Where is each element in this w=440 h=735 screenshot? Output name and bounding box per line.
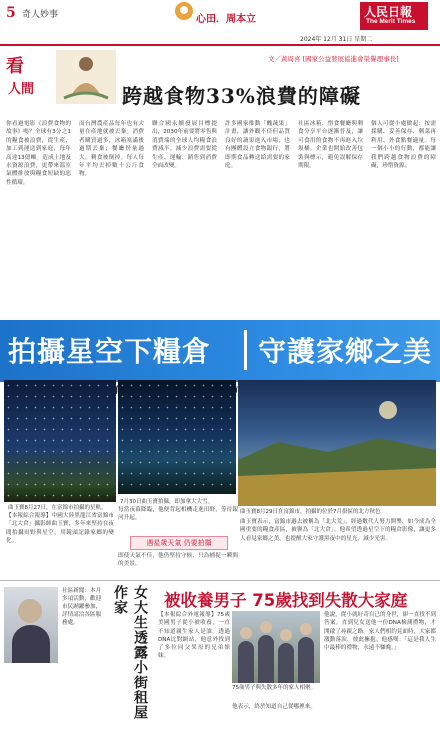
photo-autumn-field	[238, 380, 436, 506]
photo-aurora	[118, 380, 236, 494]
masthead-cn: 人民日報	[364, 5, 413, 19]
stars-texture	[4, 380, 116, 502]
banner-divider	[244, 330, 247, 370]
column-badge-char: 看	[6, 56, 24, 77]
banner-title-right: 守護家鄉之美	[258, 335, 433, 368]
banner-title-left: 拍攝星空下糧倉	[8, 335, 212, 368]
page-number: 5	[6, 5, 16, 21]
person-figure	[258, 635, 274, 683]
vertical-kicker: 女大生透露小街租屋作家	[112, 585, 148, 720]
stars-texture	[118, 380, 236, 494]
person-head	[300, 623, 312, 635]
photo-caption: 曲玉寶8月29日在富錦市，拍攝的位於7月掛區的北方秋色。	[240, 509, 386, 515]
person-figure	[278, 643, 294, 683]
byline: 文／黃周喜 [國家公益發展協進會榮譽理事長]	[268, 55, 399, 63]
family-photo	[232, 611, 320, 683]
body-column: 每當夜幕降臨，他便背起相機走進田野，等待銀河升起。	[118, 507, 238, 522]
section-name: 奇人妙事	[22, 10, 59, 20]
body-column: 他表示，終於知道自己從哪裡來。	[232, 704, 316, 710]
body-column: 社區冰箱、惜食餐廳與剩食分享平台逐漸普及，讓可食用的食物不再進入垃圾桶。企業也開始改善包裝與標示，避免誤解保存期限。	[298, 121, 363, 170]
person-figure	[298, 637, 314, 683]
field-illustration	[238, 380, 436, 506]
edition-name: 心田．周本立	[196, 14, 256, 25]
bottom-article	[0, 580, 440, 735]
body-column: 即使天氣不佳，他仍堅持守候，只為捕捉一瞬間的美景。	[118, 553, 238, 568]
page-header	[0, 0, 440, 46]
person-head	[240, 627, 252, 639]
lotus-icon	[175, 2, 193, 20]
column-badge	[6, 52, 50, 104]
person-head	[280, 629, 292, 641]
side-column: 社區新聞：本月多項活動，歡迎市民踴躍參加，詳情請洽各區服務處。	[62, 588, 102, 626]
photo-caption: 7月30日曲玉寶拍攝，即加拿大大雪。	[120, 499, 213, 505]
issue-date: 2024年 12月 31日 星期二	[300, 36, 373, 43]
top-headline: 跨越食物33%浪費的障礙	[122, 84, 361, 108]
body-column: 你看過電影《浪費食物的故事》嗎？全球有3分之1的糧食被浪費，從生產、加工到運送到家庭，每年高達13億噸。造成土地及水資源浪費，更帶來溫室氣體排放與糧食短缺的惡性循環。	[6, 121, 71, 186]
column-badge-text: 人間	[8, 82, 35, 97]
body-column: 他說，從小就好奇自己的身世，卻一直找不到答案。直到兒女送他一份DNA檢測禮物，才開啟了尋親之路。家人們相約見面時，大家都激動落淚，彼此擁抱。他感嘆：「這是我人生中最棒的禮物，永遠不嫌晚。」	[324, 612, 436, 652]
portrait-photo	[4, 587, 58, 663]
body-column: 而台灣農產品每年也有大量在產地就被丟棄。消費者購買過多，冰箱塞滿後過期丟棄；餐廳份量過大，剩食被倒掉。每人每年平均丟掉數十公斤食物。	[79, 121, 144, 178]
photo-star-trails	[4, 380, 116, 502]
photo-caption: 75歲男子與失散多年的家人相聚。	[232, 685, 316, 691]
body-column: 曲玉寶表示，富錦市過去被稱為「北大荒」，經過數代人努力開墾，如今成為全國重要的糧食產區，被譽為「北大倉」。他希望透過星空下的糧倉影像，讓更多人看見家鄉之美，也提醒大家守護黑夜中的星光，減少光害。	[240, 519, 436, 542]
body-column: 聯合國永續發展目標提出，2030年前要將零售與消費端的全球人均糧食浪費減半。減少浪費需要從生產、運輸、銷售到消費全面改變。	[152, 121, 217, 170]
body-column: 【本報綜合報導】中國大陸黑龍江省富錦市「北大倉」攝影師曲玉寶，多年來堅持在夜間拍攝田野與星空，用鏡頭記錄家鄉的變化。	[6, 513, 114, 544]
masthead-logo	[360, 2, 428, 30]
body-column: 個人可從小處做起：按需採購、妥善保存、剩菜再利用、外食點餐適量。每一個小小的行動，都能讓我們跨越食物浪費的障礙，珍惜資源。	[371, 121, 436, 170]
avatar	[18, 599, 42, 623]
person-head	[260, 621, 272, 633]
person-figure	[238, 641, 254, 683]
body-column: 【本報綜合外電報導】75歲美國男子從小被收養，一直不知道親生家人是誰。透過DNA比對網站，他意外找到了多位同父異母的兄弟姐妹。	[158, 612, 230, 660]
top-article	[0, 48, 440, 318]
meditation-illustration	[56, 50, 116, 104]
top-body	[6, 120, 436, 314]
body-column: 許多國家推動「醜蔬果」計畫，讓外觀不佳但品質良好的蔬果進入市場；也有團體設立食物銀行，將即期食品轉送給需要的家庭。	[225, 121, 290, 170]
bottom-headline: 被收養男子 75歲找到失散大家庭	[164, 591, 408, 610]
masthead-en: The Merit Times	[366, 18, 416, 25]
photo-caption: 曲玉寶8月27日，在富錦市拍攝的星軌。	[8, 505, 107, 511]
portrait-body	[12, 625, 50, 663]
subheading: 遇星歲天氣 仍要拍攝	[130, 536, 228, 550]
